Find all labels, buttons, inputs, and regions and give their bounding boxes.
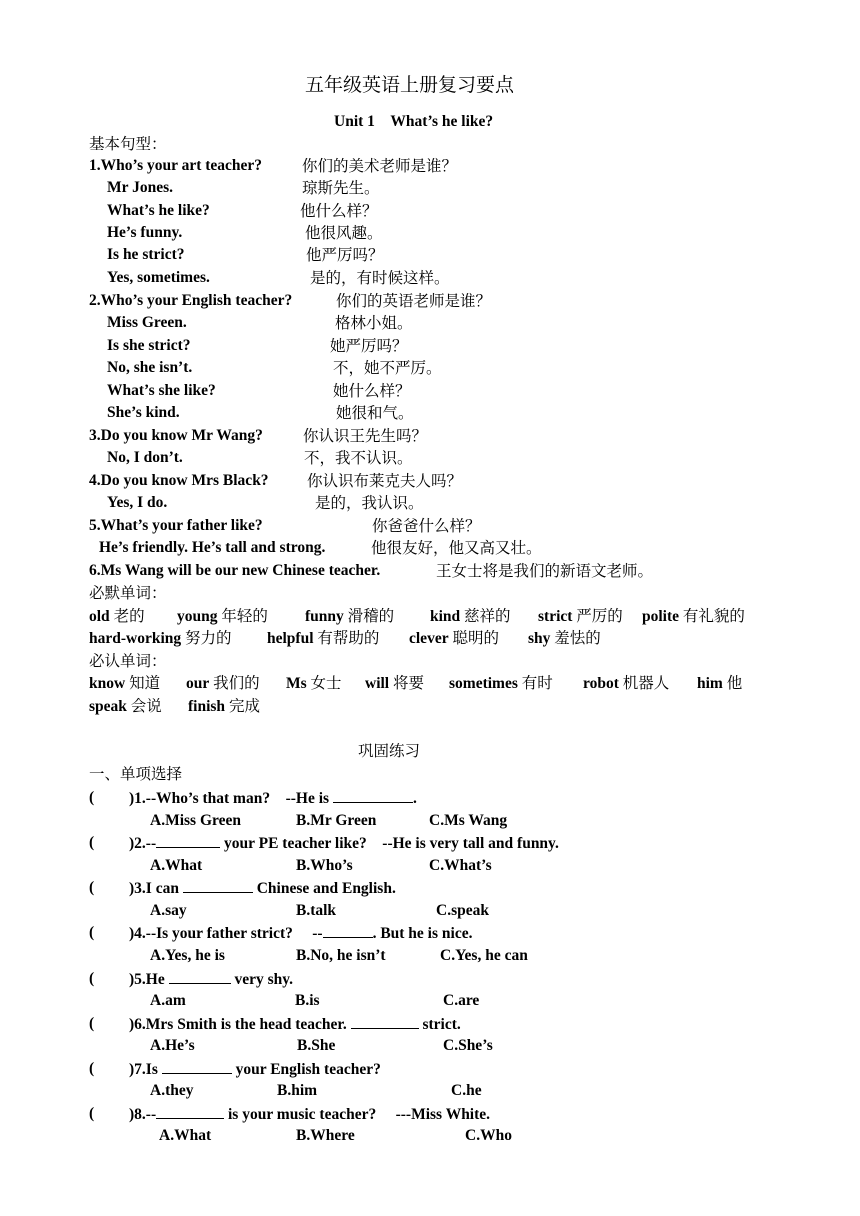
vocab-meaning: 羞怯的	[554, 629, 601, 647]
vocab-word: know	[89, 675, 126, 692]
vocab-meaning: 有帮助的	[317, 629, 380, 647]
vocab-item	[89, 606, 145, 628]
option-c: C.Yes, he can	[440, 947, 528, 964]
practice-title: 巩固练习	[358, 742, 421, 760]
sentence-4-translation: 你认识布莱克夫人吗？	[307, 472, 463, 490]
option-a: A.What	[159, 1127, 212, 1144]
vocab-word: helpful	[267, 630, 314, 647]
vocab-meaning: 将要	[393, 674, 425, 692]
option-b: B.Mr Green	[296, 812, 377, 829]
option-c: C.are	[443, 992, 480, 1009]
option-a: A.say	[150, 902, 187, 919]
vocab-word: old	[89, 608, 110, 625]
vocab-meaning: 机器人	[622, 674, 670, 692]
option-b: B.She	[297, 1037, 336, 1054]
sentence-2-line: Miss Green.	[107, 314, 187, 331]
sentence-5-translation: 你爸爸什么样？	[372, 517, 481, 535]
sentence-1-line-translation: 他严厉吗？	[306, 246, 384, 264]
sentence-2-line: She’s kind.	[107, 404, 180, 421]
sentence-1-line-translation: 他什么样？	[300, 202, 378, 220]
vocab-meaning: 女士	[310, 674, 342, 692]
vocab-meaning: 会说	[130, 697, 162, 715]
sentence-3-question: 3.Do you know Mr Wang?	[89, 427, 263, 444]
vocab-meaning: 老的	[113, 607, 145, 625]
vocab-word: clever	[409, 630, 449, 647]
question-stem: )1.--Who’s that man? --He is .	[129, 790, 417, 807]
option-b: B.him	[277, 1082, 318, 1099]
question-stem: )4.--Is your father strict? -- . But he is nice.	[129, 925, 473, 942]
sentence-1-line: He’s funny.	[107, 224, 183, 241]
vocab-meaning: 努力的	[185, 629, 232, 647]
sentence-3-line: No, I don’t.	[107, 449, 183, 466]
vocab-meaning: 我们的	[213, 674, 260, 692]
sentence-2-line-translation: 格林小姐。	[335, 314, 413, 332]
sentence-4-line: Yes, I do.	[107, 494, 168, 511]
answer-blank	[333, 788, 413, 803]
section-must-spell-words: 必默单词：	[89, 584, 167, 602]
vocab-meaning: 慈祥的	[464, 607, 511, 625]
page-title: 五年级英语上册复习要点	[305, 75, 515, 96]
sentence-6-question: 6.Ms Wang will be our new Chinese teacher.	[89, 562, 381, 579]
vocab-item	[538, 606, 623, 628]
vocab-item	[642, 606, 745, 628]
question-answer-paren: (	[89, 970, 95, 987]
vocab-word: speak	[89, 698, 127, 715]
vocab-item	[177, 606, 268, 628]
option-b: B.is	[295, 992, 320, 1009]
sentence-2-line-translation: 她很和气。	[336, 404, 414, 422]
section-multiple-choice: 一、单项选择	[89, 765, 183, 783]
vocab-item	[186, 673, 260, 695]
question-stem: )5.He very shy.	[129, 971, 294, 988]
question-answer-paren: (	[89, 1060, 95, 1077]
option-c: C.he	[451, 1082, 482, 1099]
question-answer-paren: (	[89, 1015, 95, 1032]
vocab-word: strict	[538, 608, 573, 625]
option-c: C.Ms Wang	[429, 812, 508, 829]
sentence-1-question: 1.Who’s your art teacher?	[89, 157, 263, 174]
sentence-1-line-translation: 他很风趣。	[305, 224, 383, 242]
sentence-4-question: 4.Do you know Mrs Black?	[89, 472, 269, 489]
vocab-meaning: 滑稽的	[347, 607, 395, 625]
section-basic-sentences: 基本句型：	[89, 135, 167, 153]
answer-blank	[183, 878, 253, 893]
sentence-2-translation: 你们的英语老师是谁？	[336, 292, 492, 310]
unit-heading: Unit 1 What’s he like?	[334, 113, 494, 130]
sentence-1-translation: 你们的美术老师是谁？	[302, 157, 458, 175]
vocab-meaning: 有时	[521, 674, 553, 692]
answer-blank	[169, 969, 231, 984]
option-b: B.Who’s	[296, 857, 353, 874]
sentence-3-translation: 你认识王先生吗？	[303, 427, 428, 445]
vocab-item	[583, 673, 669, 695]
sentence-1-line: What’s he like?	[107, 202, 210, 219]
option-a: A.He’s	[150, 1037, 195, 1054]
vocab-item	[267, 628, 379, 650]
sentence-1-line: Mr Jones.	[107, 179, 174, 196]
sentence-1-line-translation: 琼斯先生。	[302, 179, 380, 197]
sentence-1-line: Is he strict?	[107, 246, 185, 263]
question-stem: )3.I can Chinese and English.	[129, 880, 396, 897]
answer-blank	[351, 1014, 419, 1029]
vocab-item	[89, 696, 162, 718]
sentence-2-line: No, she isn’t.	[107, 359, 193, 376]
vocab-item	[528, 628, 601, 650]
vocab-meaning: 严厉的	[576, 607, 623, 625]
vocab-word: Ms	[286, 675, 307, 692]
sentence-2-line: Is she strict?	[107, 337, 191, 354]
question-answer-paren: (	[89, 789, 95, 806]
sentence-6-translation: 王女士将是我们的新语文老师。	[436, 562, 654, 580]
vocab-item	[409, 628, 499, 650]
sentence-2-question: 2.Who’s your English teacher?	[89, 292, 293, 309]
section-must-know-words: 必认单词：	[89, 652, 167, 670]
vocab-word: polite	[642, 608, 680, 625]
vocab-item	[430, 606, 511, 628]
option-a: A.Miss Green	[150, 812, 241, 829]
question-stem: )7.Is your English teacher?	[129, 1061, 381, 1078]
vocab-item	[89, 628, 232, 650]
vocab-word: funny	[305, 608, 344, 625]
vocab-word: robot	[583, 675, 619, 692]
question-stem: )2.-- your PE teacher like? --He is very tall and funny.	[129, 835, 559, 852]
option-a: A.What	[150, 857, 203, 874]
sentence-5-line: He’s friendly. He’s tall and strong.	[99, 539, 326, 556]
answer-blank	[156, 1104, 224, 1119]
sentence-5-question: 5.What’s your father like?	[89, 517, 263, 534]
sentence-4-line-translation: 是的，我认识。	[315, 494, 424, 512]
sentence-2-line-translation: 她严厉吗？	[330, 337, 408, 355]
vocab-item	[697, 673, 742, 695]
vocab-meaning: 知道	[129, 674, 161, 692]
sentence-2-line-translation: 不，她不严厉。	[333, 359, 442, 377]
option-c: C.What’s	[429, 857, 492, 874]
question-answer-paren: (	[89, 924, 95, 941]
sentence-1-line: Yes, sometimes.	[107, 269, 210, 286]
vocab-word: will	[365, 675, 390, 692]
vocab-item	[305, 606, 394, 628]
question-answer-paren: (	[89, 834, 95, 851]
question-stem: )8.-- is your music teacher? ---Miss White.	[129, 1106, 491, 1123]
vocab-meaning: 聪明的	[452, 629, 499, 647]
option-a: A.Yes, he is	[150, 947, 225, 964]
vocab-word: young	[177, 608, 218, 625]
vocab-meaning: 年轻的	[221, 607, 268, 625]
vocab-word: hard-working	[89, 630, 182, 647]
vocab-item	[365, 673, 424, 695]
vocab-item	[188, 696, 260, 718]
vocab-item	[286, 673, 342, 695]
vocab-word: finish	[188, 698, 226, 715]
answer-blank	[323, 923, 373, 938]
vocab-meaning: 他	[726, 674, 743, 692]
option-a: A.they	[150, 1082, 194, 1099]
vocab-meaning: 完成	[228, 697, 260, 715]
vocab-item	[89, 673, 160, 695]
option-b: B.No, he isn’t	[296, 947, 386, 964]
vocab-word: him	[697, 675, 723, 692]
option-b: B.Where	[296, 1127, 355, 1144]
answer-blank	[162, 1059, 232, 1074]
vocab-word: kind	[430, 608, 461, 625]
option-a: A.am	[150, 992, 186, 1009]
vocab-word: our	[186, 675, 210, 692]
sentence-5-line-translation: 他很友好，他又高又壮。	[371, 539, 542, 557]
vocab-word: shy	[528, 630, 551, 647]
vocab-item	[449, 673, 553, 695]
option-b: B.talk	[296, 902, 337, 919]
sentence-2-line: What’s she like?	[107, 382, 216, 399]
question-answer-paren: (	[89, 879, 95, 896]
sentence-1-line-translation: 是的，有时候这样。	[310, 269, 450, 287]
option-c: C.Who	[465, 1127, 512, 1144]
answer-blank	[156, 833, 220, 848]
vocab-meaning: 有礼貌的	[682, 607, 745, 625]
sentence-2-line-translation: 她什么样？	[333, 382, 411, 400]
option-c: C.She’s	[443, 1037, 493, 1054]
vocab-word: sometimes	[449, 675, 518, 692]
question-answer-paren: (	[89, 1105, 95, 1122]
sentence-3-line-translation: 不，我不认识。	[304, 449, 413, 467]
question-stem: )6.Mrs Smith is the head teacher. strict.	[129, 1016, 461, 1033]
option-c: C.speak	[436, 902, 489, 919]
